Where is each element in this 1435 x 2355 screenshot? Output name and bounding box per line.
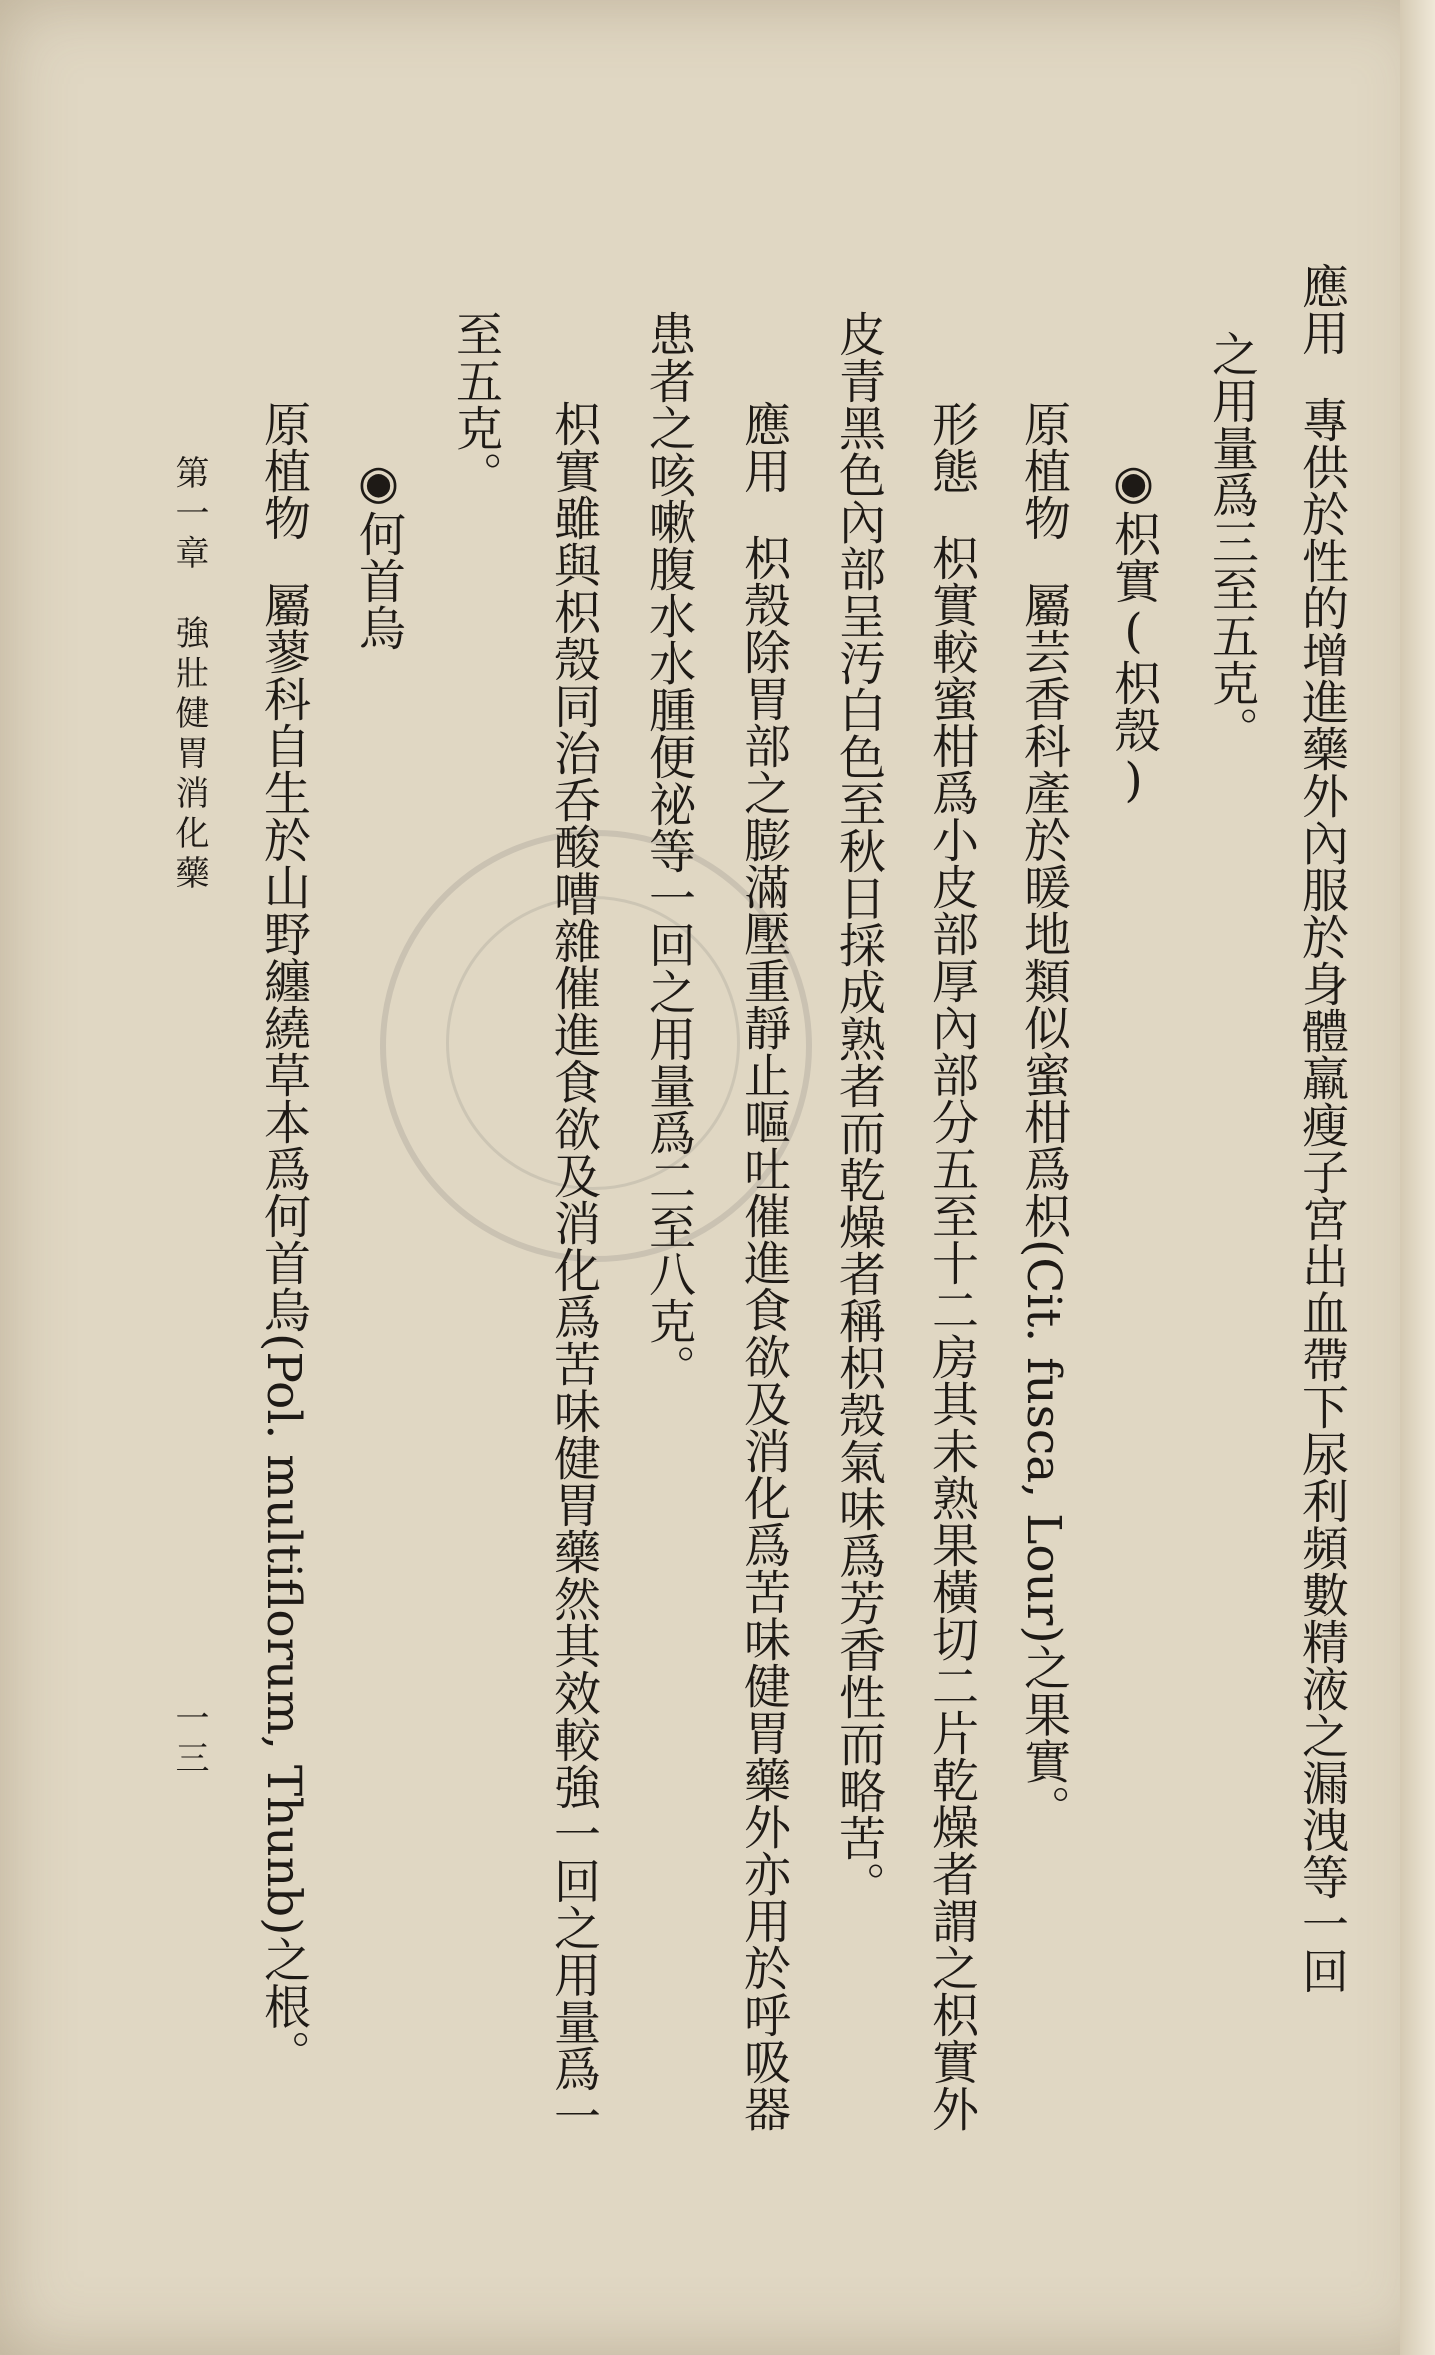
column-text: 枳實較蜜柑爲小皮部厚內部分五至十二房其未熟果橫切二片乾燥者謂之枳實外 [924,534,979,2132]
running-footer [169,455,209,895]
text-column-6 [831,310,886,1908]
column-text: 屬蓼科自生於山野纏繞草本爲何首烏 [256,581,311,1333]
text-column-7 [736,400,791,2132]
column-text: 至五克。 [448,310,503,498]
heading-text: ◉枳實(枳殼) [1106,455,1161,808]
column-text-suffix: 之果實。 [1016,1643,1071,1832]
column-text: 枳實雖與枳殼同治呑酸嘈雜催進食欲及消化爲苦味健胃藥然其效較強一回之用量爲一 [546,400,601,2139]
column-text: 屬芸香科產於暖地類似蜜柑爲枳 [1016,581,1071,1239]
text-column-10 [448,310,503,498]
page-number: 一三 [169,1700,209,1780]
section-heading-heshouwu [351,455,406,651]
section-label: 形態 [924,400,979,494]
section-label: 原植物 [1016,400,1071,541]
page-edge [1400,0,1435,2355]
text-column-2 [1204,330,1259,753]
column-text: 患者之咳嗽腹水水腫便祕等一回之用量爲二至八克。 [641,310,696,1391]
text-column-4 [1016,400,1071,1832]
latin-name: (Cit. fusca, Lour) [1016,1239,1071,1644]
latin-name: (Pol. multiflorum, Thunb) [256,1333,311,1936]
chapter-label: 第一章 [169,455,209,575]
chapter-title: 強壯健胃消化藥 [169,615,209,895]
column-text: 專供於性的增進藥外內服於身體羸瘦子宮出血帶下尿利頻數精液之漏洩等一回 [1294,396,1349,1994]
column-text: 枳殼除胃部之膨滿壓重靜止嘔吐催進食欲及消化爲苦味健胃藥外亦用於呼吸器 [736,534,791,2132]
section-label: 應用 [736,400,791,494]
section-heading-zhishi [1106,455,1161,808]
text-column-12 [256,400,311,2077]
section-label: 應用 [1294,262,1349,356]
heading-text: ◉何首烏 [351,455,406,651]
text-column-5 [924,400,979,2132]
text-column-1 [1294,262,1349,1994]
column-text-suffix: 之根。 [256,1935,311,2077]
text-column-8 [641,310,696,1391]
text-column-9 [546,400,601,2139]
column-text: 皮青黑色內部呈汚白色至秋日採成熟者而乾燥者稱枳殼氣味爲芳香性而略苦。 [831,310,886,1908]
section-label: 原植物 [256,400,311,541]
column-text: 之用量爲三至五克。 [1204,330,1259,753]
